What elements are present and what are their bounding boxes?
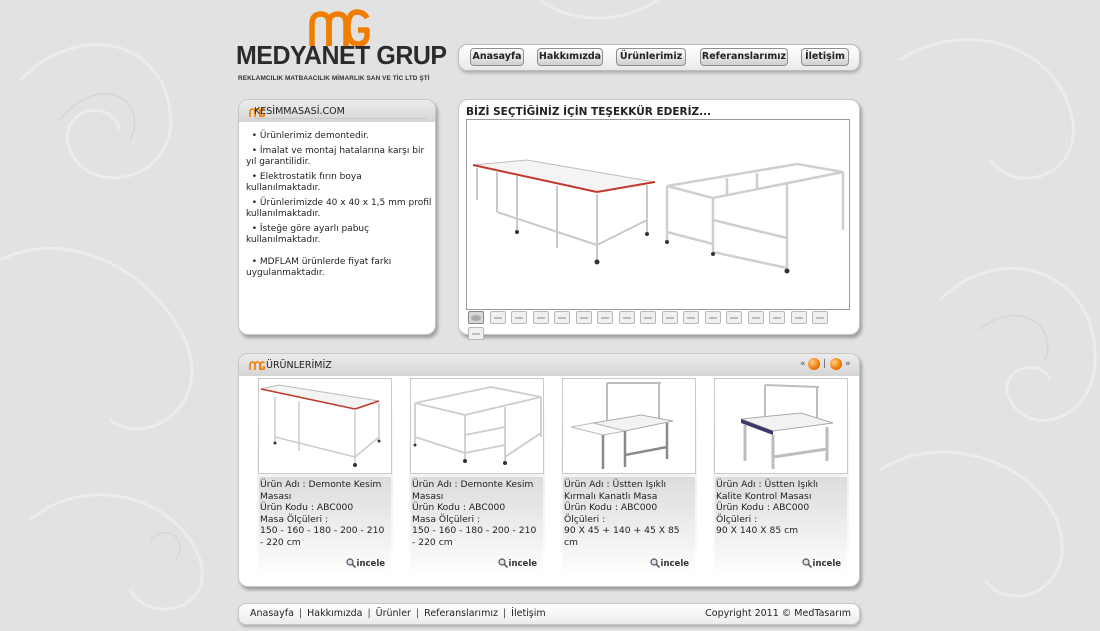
list-item: • İmalat ve montaj hatalarına karşı bir yıl garantilidir. [246, 145, 425, 167]
product-info [411, 477, 543, 575]
slider-thumb-1[interactable] [468, 311, 484, 324]
slider-thumb-12[interactable] [705, 311, 721, 324]
product-size: 90 X 45 + 140 + 45 X 85 cm [564, 525, 680, 548]
product-card [561, 377, 697, 577]
list-item: • Ürünlerimiz demontedir. [246, 131, 369, 141]
magnifier-icon [802, 558, 812, 568]
product-code: Ürün Kodu : ABC000 [260, 502, 354, 513]
slider-thumb-6[interactable] [576, 311, 592, 324]
list-item: • Ürünlerimizde 40 x 40 x 1,5 mm profil kullanılmaktadır. [246, 197, 432, 219]
slider-thumb-10[interactable] [662, 311, 678, 324]
products-title: ÜRÜNLERİMİZ [266, 360, 332, 371]
incele-button[interactable]: incele [346, 558, 385, 569]
slider-thumb-18[interactable] [468, 327, 484, 340]
magnifier-icon [346, 558, 356, 568]
slider-thumb-15[interactable] [769, 311, 785, 324]
product-info [259, 477, 391, 575]
product-size-label: Ölçüleri : [716, 513, 758, 525]
product-image[interactable] [714, 378, 848, 474]
slider-image-frame [466, 119, 850, 310]
footer-link-urunler[interactable]: Ürünler [375, 608, 411, 619]
copyright-text: Copyright 2011 © MedTasarım [705, 608, 851, 619]
product-code: Ürün Kodu : ABC000 [412, 502, 506, 513]
product-code: Ürün Kodu : ABC000 [716, 502, 810, 513]
slider-thumb-3[interactable] [511, 311, 527, 324]
product-size: 150 - 160 - 180 - 200 - 210 - 220 cm [260, 525, 385, 548]
product-size: 150 - 160 - 180 - 200 - 210 - 220 cm [412, 525, 537, 548]
mini-logo-icon [249, 361, 265, 370]
list-item: • MDFLAM ürünlerde fiyat farkı uygulanmaktadır. [246, 256, 392, 278]
slider-thumb-11[interactable] [683, 311, 699, 324]
slider-title: BİZİ SEÇTİĞİNİZ İÇİN TEŞEKKÜR EDERİZ... [466, 106, 712, 118]
product-card [713, 377, 849, 577]
top-navigation [458, 44, 860, 71]
product-card [409, 377, 545, 577]
footer [238, 603, 860, 625]
pager-prev-button[interactable]: « [800, 359, 806, 369]
product-name: Ürün Adı : Demonte Kesim Masası [412, 479, 534, 502]
product-code: Ürün Kodu : ABC000 [564, 502, 658, 513]
nav-anasayfa-button[interactable]: Anasayfa [470, 48, 524, 66]
brand-tagline: REKLAMCILIK MATBAACILIK MİMARLIK SAN VE TİC LTD ŞTİ [238, 75, 430, 82]
pager-next-button[interactable]: » [845, 359, 851, 369]
slider-thumb-17[interactable] [812, 311, 828, 324]
brand-name: MEDYANET GRUP [236, 40, 447, 70]
incele-button[interactable]: incele [650, 558, 689, 569]
product-info [715, 477, 847, 575]
footer-link-anasayfa[interactable]: Anasayfa [250, 608, 294, 619]
nav-hakkimizda-button[interactable]: Hakkımızda [537, 48, 603, 66]
slider-thumb-9[interactable] [640, 311, 656, 324]
product-size-label: Masa Ölçüleri : [260, 513, 329, 525]
product-size: 90 X 140 X 85 cm [716, 525, 799, 536]
slider-thumb-4[interactable] [533, 311, 549, 324]
pager-dot-1[interactable] [808, 358, 820, 370]
cutting-tables-image [467, 120, 849, 309]
nav-referanslarimiz-button[interactable]: Referanslarımız [700, 48, 788, 66]
product-info [563, 477, 695, 575]
pager-separator: | [823, 359, 827, 369]
slider-thumb-5[interactable] [554, 311, 570, 324]
footer-links: Anasayfa | Hakkımızda | Ürünler | Referanslarımız | İletişim [250, 608, 546, 619]
magnifier-icon [650, 558, 660, 568]
info-feature-list [246, 131, 432, 283]
slider-thumb-7[interactable] [597, 311, 613, 324]
product-name: Ürün Adı : Üstten Işıklı Kırmalı Kanatlı Masa [564, 479, 667, 502]
nav-urunlerimiz-button[interactable]: Ürünlerimiz [616, 48, 686, 66]
nav-iletisim-button[interactable]: İletişim [801, 48, 849, 66]
footer-link-referanslarimiz[interactable]: Referanslarımız [424, 608, 498, 619]
slider-thumb-8[interactable] [619, 311, 635, 324]
product-name: Ürün Adı : Üstten Işıklı Kalite Kontrol Masası [716, 479, 819, 502]
list-item: • İsteğe göre ayarlı pabuç kullanılmaktadır. [246, 223, 370, 245]
slider-thumb-16[interactable] [791, 311, 807, 324]
pager-dot-2[interactable] [830, 358, 842, 370]
incele-button[interactable]: incele [498, 558, 537, 569]
list-item: • Elektrostatik fırın boya kullanılmaktadır. [246, 171, 362, 193]
product-image[interactable] [410, 378, 544, 474]
slider-thumb-2[interactable] [490, 311, 506, 324]
product-size-label: Ölçüleri : [564, 513, 606, 525]
products-panel-header [239, 354, 859, 376]
product-image[interactable] [562, 378, 696, 474]
incele-button[interactable]: incele [802, 558, 841, 569]
product-size-label: Masa Ölçüleri : [412, 513, 481, 525]
product-card [257, 377, 393, 577]
footer-link-iletisim[interactable]: İletişim [511, 608, 546, 619]
magnifier-icon [498, 558, 508, 568]
footer-link-hakkimizda[interactable]: Hakkımızda [307, 608, 363, 619]
slider-thumb-13[interactable] [726, 311, 742, 324]
info-panel-title: KESİMMASASİ.COM [254, 106, 428, 119]
product-image[interactable] [258, 378, 392, 474]
slider-thumb-14[interactable] [748, 311, 764, 324]
product-name: Ürün Adı : Demonte Kesim Masası [260, 479, 382, 502]
